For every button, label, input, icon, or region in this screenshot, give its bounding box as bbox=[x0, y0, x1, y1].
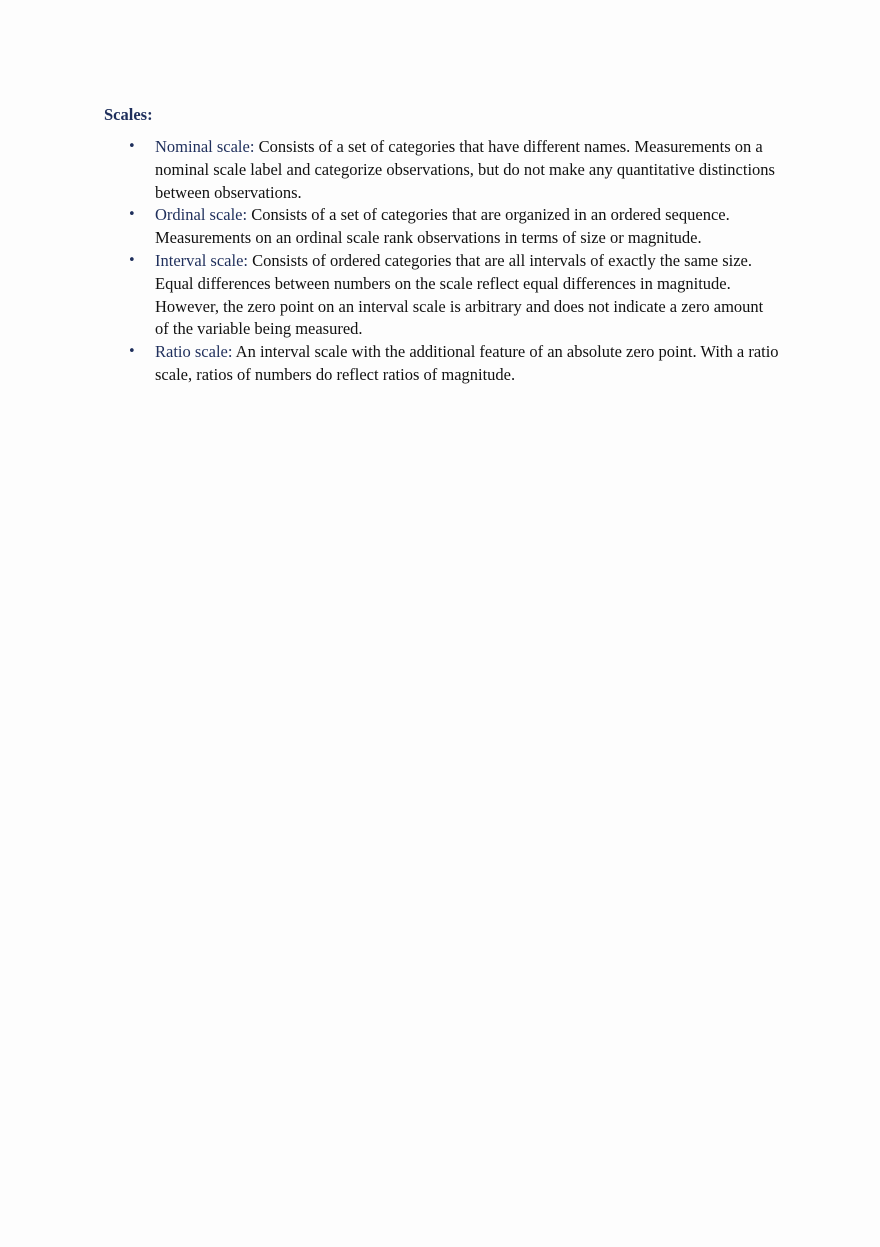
bullet-icon: • bbox=[128, 344, 136, 360]
list-item-ratio-scale bbox=[0, 341, 780, 387]
bullet-icon: • bbox=[128, 252, 136, 268]
term-nominal-scale: Nominal scale bbox=[155, 137, 250, 156]
term-ordinal-scale: Ordinal scale bbox=[155, 205, 243, 225]
term-separator: : bbox=[243, 250, 253, 270]
term-separator: : bbox=[242, 205, 252, 225]
list-item-ordinal-scale bbox=[0, 204, 780, 250]
description-ordinal-scale: Consists of a set of categories that are organized in an ordered sequence. Measurements on an ordinal scale rank observations in terms of size or magnitude. bbox=[155, 205, 730, 248]
bullet-icon: • bbox=[128, 207, 136, 223]
scales-list bbox=[0, 136, 880, 387]
term-separator: : bbox=[227, 342, 236, 362]
term-interval-scale: Interval scale bbox=[155, 250, 244, 270]
list-item-nominal-scale bbox=[0, 136, 780, 204]
description-nominal-scale: Consists of a set of categories that have different names. Measurements on a nominal scale label and categorize observations, but do not make any quantitative distinctions between observations. bbox=[155, 137, 775, 202]
description-interval-scale: Consists of ordered categories that are all intervals of exactly the same size. Equal differences between numbers on the scale reflect equal differences in magnitude. However, the zero point on an interval scale is arbitrary and does not indicate a zero amount of the variable being measured. bbox=[155, 250, 764, 339]
description-ratio-scale: An interval scale with the additional feature of an absolute zero point. With a ratio scale, ratios of numbers do reflect ratios of magnitude. bbox=[155, 342, 779, 384]
term-ratio-scale: Ratio scale bbox=[155, 342, 228, 362]
term-separator: : bbox=[249, 137, 259, 156]
bullet-icon: • bbox=[128, 139, 136, 154]
section-heading: Scales: bbox=[104, 105, 153, 124]
list-item-interval-scale bbox=[0, 250, 780, 341]
